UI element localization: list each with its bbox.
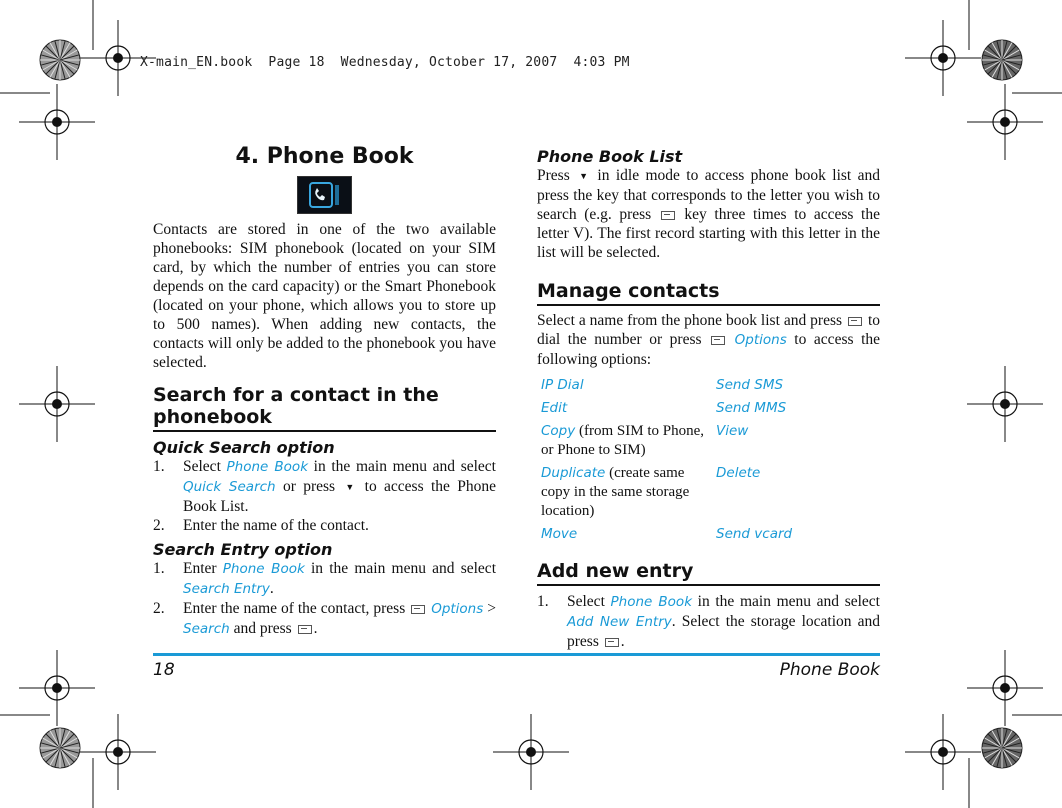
edit-option[interactable]: Edit bbox=[541, 399, 568, 416]
send-mms-option[interactable]: Send MMS bbox=[716, 399, 787, 416]
phone-book-link[interactable]: Phone Book bbox=[222, 561, 305, 577]
color-wheel-icon bbox=[982, 728, 1022, 768]
list-item: 1. Enter Phone Book in the main menu and select Search Entry. bbox=[153, 560, 496, 597]
search-link[interactable]: Search bbox=[183, 621, 230, 637]
send-vcard-option[interactable]: Send vcard bbox=[716, 525, 793, 542]
options-table bbox=[541, 376, 880, 544]
option-cell bbox=[716, 464, 881, 521]
list-item: 2. Enter the name of the contact. bbox=[153, 517, 369, 534]
page-number: 18 bbox=[153, 660, 175, 680]
options-link[interactable]: Options bbox=[734, 331, 787, 348]
softkey-icon bbox=[411, 605, 425, 614]
registration-mark-icon bbox=[19, 84, 95, 160]
quick-search-link[interactable]: Quick Search bbox=[183, 479, 276, 495]
phone-book-link[interactable]: Phone Book bbox=[610, 593, 693, 610]
intro-paragraph: Contacts are stored in one of the two available phonebooks: SIM phonebook (located on your SIM card, by which the number of entries you can store depends on the card capacity) or the Smart Phonebook (located on your phone, which allows you to store up to 500 names). When adding new contacts, the contacts will only be added to the phonebook you have selected. bbox=[153, 221, 496, 371]
softkey-icon bbox=[605, 638, 619, 647]
softkey-icon bbox=[298, 625, 312, 634]
option-cell bbox=[716, 525, 881, 544]
print-header: X-main_EN.book Page 18 Wednesday, October 17, 2007 4:03 PM bbox=[140, 55, 630, 70]
add-new-entry-link[interactable]: Add New Entry bbox=[567, 613, 672, 630]
registration-mark-icon bbox=[905, 20, 981, 96]
view-option[interactable]: View bbox=[716, 422, 749, 439]
quick-search-title: Quick Search option bbox=[153, 438, 335, 457]
delete-option[interactable]: Delete bbox=[716, 464, 761, 481]
footer-rule bbox=[153, 653, 880, 656]
footer-section-title: Phone Book bbox=[779, 660, 880, 680]
phone-book-list-paragraph: Press ▼ in idle mode to access phone book list and press the key that corresponds to the letter you wish to search (e.g. press key three times to access the letter V). The first record starting with this letter in the list will be selected. bbox=[537, 167, 880, 261]
down-key-icon: ▼ bbox=[345, 481, 355, 492]
ip-dial-option[interactable]: IP Dial bbox=[541, 376, 584, 393]
registration-mark-icon bbox=[967, 84, 1043, 160]
registration-mark-icon bbox=[19, 366, 95, 442]
softkey-icon bbox=[711, 336, 725, 345]
phone-book-list-title: Phone Book List bbox=[537, 147, 683, 166]
color-wheel-icon bbox=[982, 40, 1022, 80]
options-link[interactable]: Options bbox=[431, 601, 484, 617]
list-item: 1. Select Phone Book in the main menu and select Add New Entry. Select the storage location and press . bbox=[537, 592, 880, 650]
registration-mark-icon bbox=[905, 714, 981, 790]
option-cell bbox=[716, 376, 881, 395]
option-cell bbox=[541, 399, 716, 418]
send-sms-option[interactable]: Send SMS bbox=[716, 376, 784, 393]
registration-mark-icon bbox=[493, 714, 569, 790]
option-cell bbox=[716, 399, 881, 418]
color-wheel-icon bbox=[40, 728, 80, 768]
option-cell: Copy (from SIM to Phone, or Phone to SIM) bbox=[541, 422, 704, 458]
add-new-entry-title: Add new entry bbox=[537, 560, 880, 586]
option-cell bbox=[716, 422, 881, 460]
manage-contacts-paragraph: Select a name from the phone book list and press to dial the number or press Options to access the following options: bbox=[537, 311, 881, 368]
chapter-title: 4. Phone Book bbox=[235, 144, 414, 169]
list-item: 2. Enter the name of the contact, press Options > Search and press . bbox=[153, 600, 496, 637]
registration-mark-icon bbox=[967, 366, 1043, 442]
move-option[interactable]: Move bbox=[541, 525, 578, 542]
registration-mark-icon bbox=[80, 714, 156, 790]
option-cell: Duplicate (create same copy in the same storage location) bbox=[541, 464, 690, 519]
copy-option[interactable]: Copy bbox=[541, 422, 576, 439]
list-item: 1. Select Phone Book in the main menu and select Quick Search or press ▼ to access the Phone Book List. bbox=[153, 458, 496, 515]
down-key-icon: ▼ bbox=[579, 170, 589, 181]
letter-key-icon bbox=[661, 211, 675, 220]
phone-book-link[interactable]: Phone Book bbox=[226, 459, 309, 475]
phonebook-icon bbox=[297, 176, 352, 214]
search-entry-title: Search Entry option bbox=[153, 540, 333, 559]
manage-contacts-title: Manage contacts bbox=[537, 280, 880, 306]
call-key-icon bbox=[848, 317, 862, 326]
duplicate-option[interactable]: Duplicate bbox=[541, 464, 606, 481]
option-cell bbox=[541, 376, 716, 395]
color-wheel-icon bbox=[40, 40, 80, 80]
search-section-title: Search for a contact in the phonebook bbox=[153, 384, 496, 432]
search-entry-link[interactable]: Search Entry bbox=[183, 581, 270, 597]
option-cell bbox=[541, 525, 716, 544]
